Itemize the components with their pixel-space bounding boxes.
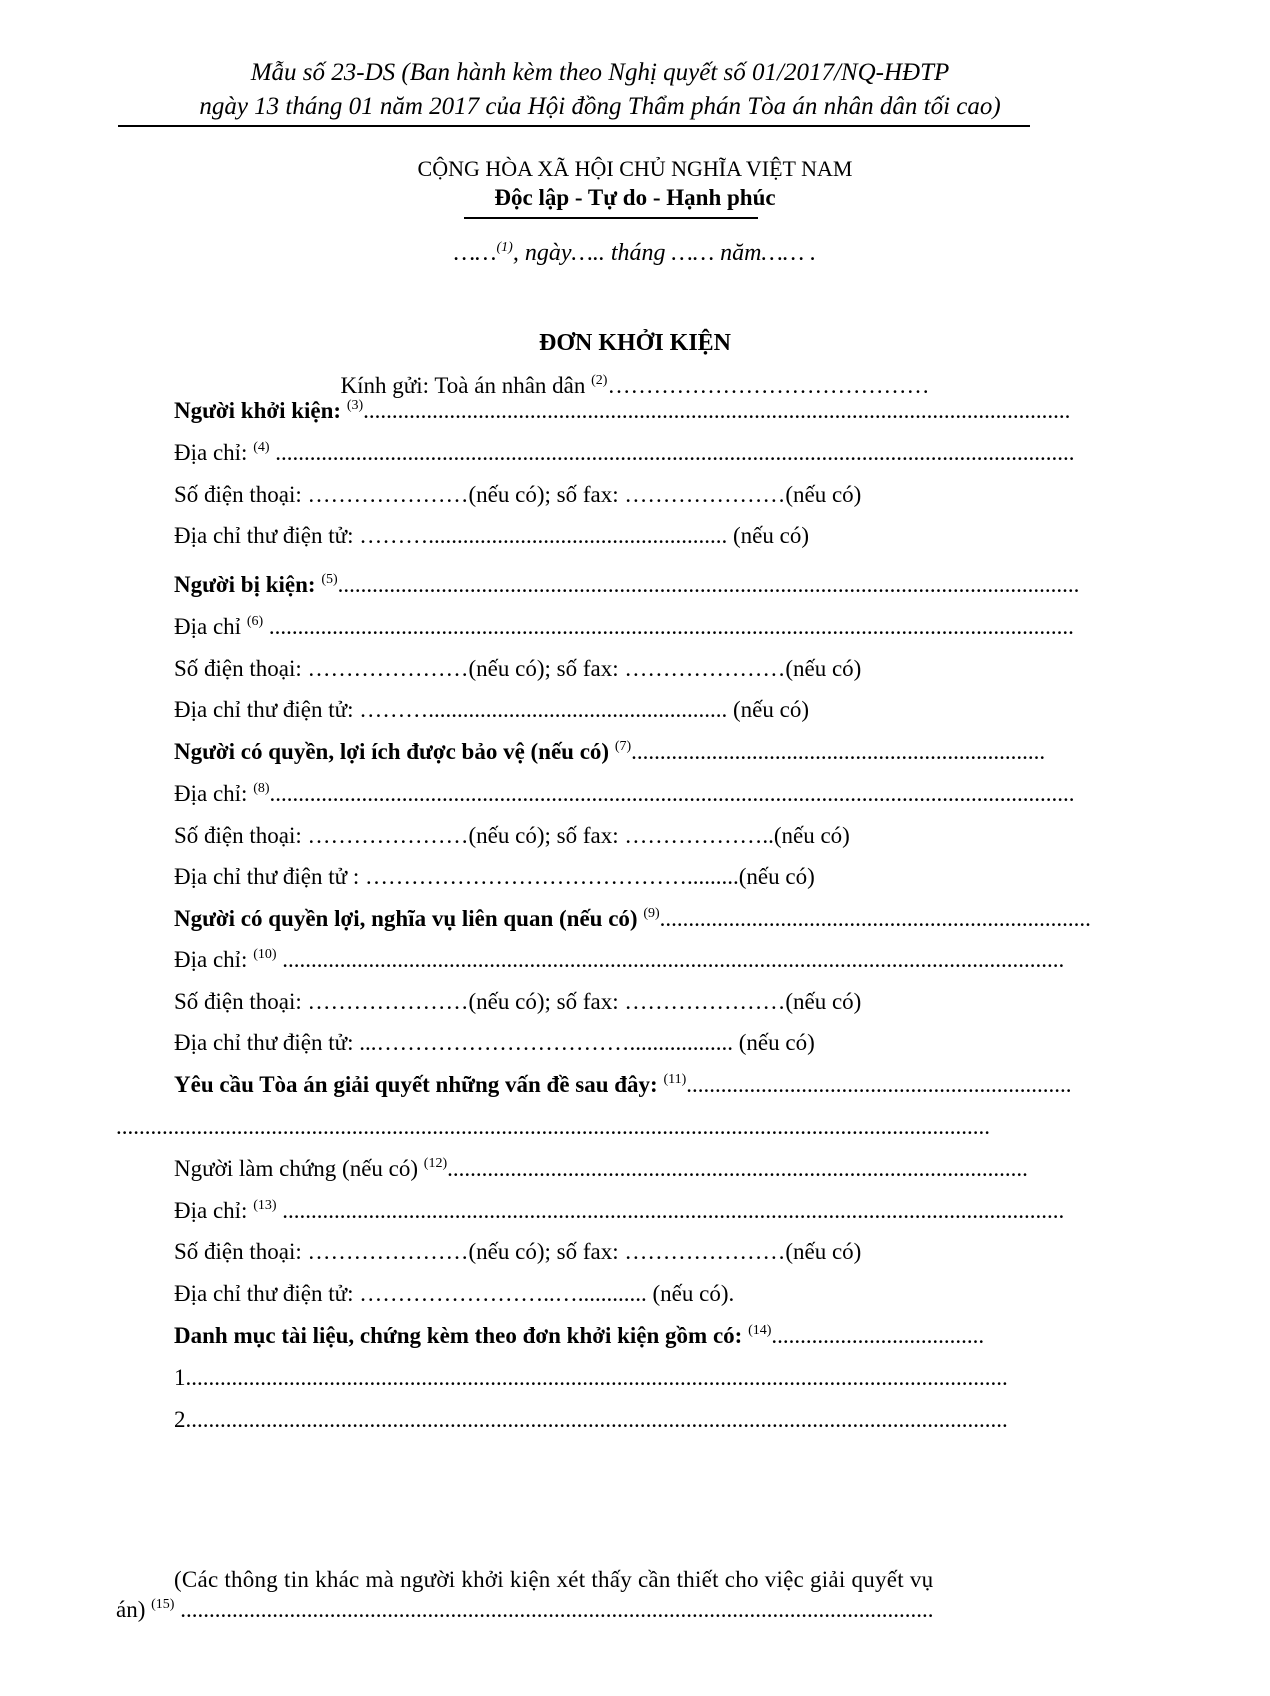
footnote-mark: (3): [346, 398, 364, 413]
dateline-date: , ngày….. tháng …… năm…… .: [512, 240, 817, 266]
form-line: [174, 987, 1037, 1017]
form-line-label: Địa chỉ thư điện tử : …………………………………….........(nếu có): [174, 864, 815, 889]
form-line-label: Số điện thoại: …………………(nếu có); số fax: …………………(nếu có): [174, 482, 862, 507]
fill-in-dots: ........................................................................................................................................: [276, 1198, 1065, 1223]
form-line: [174, 945, 1065, 975]
form-line-label: Địa chỉ:: [174, 947, 248, 972]
form-line: [174, 1405, 1037, 1435]
fill-in-dots: ........................................................................................................................................................: [116, 1114, 990, 1139]
form-line-label: Số điện thoại: …………………(nếu có); số fax: …………………(nếu có): [174, 656, 862, 681]
form-line: [174, 1028, 1037, 1058]
form-line: [174, 1321, 1037, 1351]
form-line: [116, 1112, 1037, 1142]
form-number-line-1: Mẫu số 23-DS (Ban hành kèm theo Nghị quyết số 01/2017/NQ-HĐTP: [250, 59, 950, 86]
motto-underline: [464, 217, 758, 219]
closing-line-2: [116, 1595, 1108, 1625]
form-line-label: Người bị kiện:: [174, 572, 316, 597]
fill-in-dots: ...............................................................................................................................................: [185, 1407, 1008, 1432]
fill-in-dots: ............................................................................................................................................: [263, 614, 1074, 639]
form-line-label: Số điện thoại: …………………(nếu có); số fax: …………………(nếu có): [174, 1239, 862, 1264]
fill-in-dots: ...........................................................................................................................................: [269, 440, 1075, 465]
form-line-label: Địa chỉ thư điện tử: ……….................................................... (nếu có): [174, 697, 809, 722]
motto-heading: Độc lập - Tự do - Hạnh phúc: [494, 185, 776, 210]
footnote-mark: (6): [246, 614, 264, 629]
form-line: [174, 821, 1037, 851]
dateline-place: ……: [453, 240, 497, 266]
form-line: [174, 521, 1037, 551]
form-line: [174, 695, 1037, 725]
footnote-mark: (13): [253, 1198, 277, 1213]
fill-in-dots: ...........................................................................: [659, 906, 1091, 931]
form-line: [174, 1154, 1037, 1184]
form-line: [174, 779, 1075, 809]
form-line-label: Địa chỉ: [174, 614, 242, 639]
form-line: [174, 396, 1071, 426]
footnote-mark: (15): [151, 1597, 175, 1612]
fill-in-dots: ...............................................................................................................................................: [185, 1365, 1008, 1390]
footnote-mark: (4): [253, 440, 270, 455]
fill-in-dots: ...................................................................: [686, 1072, 1072, 1097]
footnote-mark: (11): [663, 1072, 687, 1087]
form-line-label: Danh mục tài liệu, chứng kèm theo đơn khởi kiện gồm có:: [174, 1323, 743, 1348]
footnote-mark: (5): [321, 572, 338, 587]
fill-in-dots: .................................................................................................................................: [337, 572, 1080, 597]
form-line-label: Yêu cầu Tòa án giải quyết những vấn đề sau đây:: [174, 1072, 658, 1097]
form-line-label: Người khởi kiện:: [174, 398, 342, 423]
fill-in-dots: ........................................................................................................................................: [276, 947, 1065, 972]
closing-dots: ...................................................................................................................................: [174, 1597, 934, 1622]
form-line: [174, 480, 1037, 510]
form-line: [174, 1279, 1037, 1309]
dateline: [0, 240, 1270, 267]
closing-line-2-text: án): [116, 1597, 146, 1622]
document-title: ĐƠN KHỞI KIỆN: [538, 330, 732, 356]
form-line-label: Địa chỉ thư điện tử: ……….................................................... (nếu có): [174, 523, 809, 548]
form-line-label: Địa chỉ:: [174, 440, 248, 465]
form-line-label: 2: [174, 1407, 186, 1432]
form-line: [174, 1070, 1072, 1100]
form-line-label: Địa chỉ thư điện tử: ……………………..…............ (nếu có).: [174, 1281, 735, 1306]
nation-heading: CỘNG HÒA XÃ HỘI CHỦ NGHĨA VIỆT NAM: [417, 156, 853, 181]
form-line-label: Địa chỉ:: [174, 1198, 248, 1223]
form-number-header: [0, 56, 1200, 124]
footnote-mark: (10): [253, 947, 277, 962]
fill-in-dots: ............................................................................................................................................: [269, 781, 1075, 806]
form-line-label: Người có quyền, lợi ích được bảo vệ (nếu có): [174, 739, 610, 764]
header-divider: [118, 125, 1030, 127]
closing-line-1: (Các thông tin khác mà người khởi kiện xét thấy cần thiết cho việc giải quyết vụ: [174, 1567, 934, 1592]
form-line: [174, 654, 1037, 684]
footnote-mark: (14): [748, 1323, 772, 1338]
form-line: [174, 438, 1075, 468]
footnote-mark: (2): [591, 373, 608, 388]
form-line-label: Người có quyền lợi, nghĩa vụ liên quan (nếu có): [174, 906, 638, 931]
form-line: [174, 1237, 1037, 1267]
form-line-label: Số điện thoại: …………………(nếu có); số fax: …………………(nếu có): [174, 989, 862, 1014]
form-line: [174, 1196, 1065, 1226]
footnote-mark: (7): [614, 739, 632, 754]
form-line: [174, 904, 1091, 934]
form-line-label: Địa chỉ thư điện tử: ...…………………………….................. (nếu có): [174, 1030, 815, 1055]
form-line: [174, 737, 1046, 767]
footnote-mark: (12): [423, 1156, 448, 1171]
form-line: [174, 1363, 1037, 1393]
form-line-label: Số điện thoại: …………………(nếu có); số fax: ………………..(nếu có): [174, 823, 850, 848]
fill-in-dots: ........................................................................: [631, 739, 1046, 764]
recipient-text: Kính gửi: Toà án nhân dân: [340, 373, 586, 398]
form-line-label: Địa chỉ:: [174, 781, 248, 806]
closing-paragraph: [116, 1565, 1108, 1625]
recipient-dots: ……………………………………: [607, 373, 930, 398]
form-line-label: 1: [174, 1365, 186, 1390]
fill-in-dots: ...........................................................................................................................: [363, 398, 1071, 423]
form-line: [174, 862, 1037, 892]
fill-in-dots: .....................................: [771, 1323, 985, 1348]
form-line-label: Người làm chứng (nếu có): [174, 1156, 419, 1181]
form-line: [174, 570, 1080, 600]
form-number-line-2: ngày 13 tháng 01 năm 2017 của Hội đồng Thẩm phán Tòa án nhân dân tối cao): [199, 93, 1001, 120]
footnote-mark: (9): [643, 906, 660, 921]
form-line: [174, 612, 1074, 642]
fill-in-dots: .....................................................................................................: [447, 1156, 1028, 1181]
footnote-mark: (1): [496, 240, 513, 255]
footnote-mark: (8): [253, 781, 270, 796]
